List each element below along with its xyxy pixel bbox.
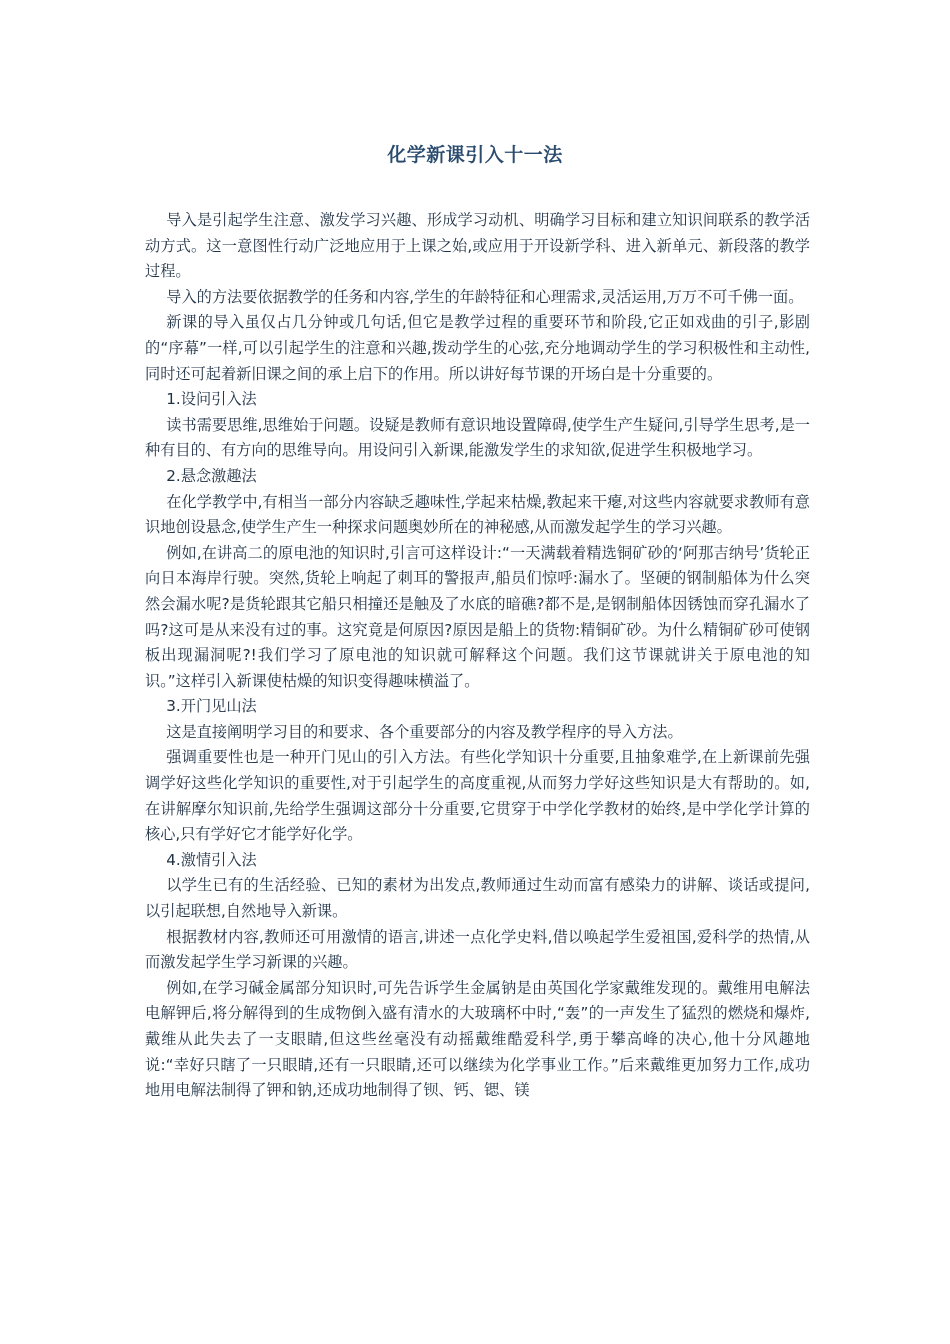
document-title: 化学新课引入十一法 bbox=[387, 144, 563, 166]
document-body bbox=[145, 208, 810, 1104]
body-paragraph: 以学生已有的生活经验、已知的素材为出发点,教师通过生动而富有感染力的讲解、谈话或提问,以引起联想,自然地导入新课。 bbox=[145, 876, 810, 921]
section-heading: 3.开门见山法 bbox=[166, 697, 257, 716]
body-paragraph: 这是直接阐明学习目的和要求、各个重要部分的内容及教学程序的导入方法。 bbox=[166, 722, 683, 741]
body-paragraph: 在化学教学中,有相当一部分内容缺乏趣味性,学起来枯燥,教起来干瘪,对这些内容就要求教师有意识地创设悬念,使学生产生一种探求问题奥妙所在的神秘感,从而激发起学生的学习兴趣。 bbox=[145, 492, 810, 537]
section-heading: 4.激情引入法 bbox=[166, 850, 257, 869]
body-paragraph: 例如,在讲高二的原电池的知识时,引言可这样设计:“一天满载着精选铜矿砂的‘阿那吉纳号’货轮正向日本海岸行驶。突然,货轮上响起了刺耳的警报声,船员们惊呼:漏水了。坚硬的钢制船体为什么突然会漏水呢?是货轮跟其它船只相撞还是触及了水底的暗礁?都不是,是钢制船体因锈蚀而穿孔漏水了吗?这可是从来没有过的事。这究竟是何原因?原因是船上的货物:精铜矿砂。为什么精铜矿砂可使钢板出现漏洞呢?!我们学习了原电池的知识就可解释这个问题。我们这节课就讲关于原电池的知识。”这样引入新课使枯燥的知识变得趣味横溢了。 bbox=[145, 543, 810, 690]
body-paragraph: 例如,在学习碱金属部分知识时,可先告诉学生金属钠是由英国化学家戴维发现的。戴维用电解法电解钾后,将分解得到的生成物倒入盛有清水的大玻璃杯中时,“轰”的一声发生了猛烈的燃烧和爆炸,戴维从此失去了一支眼睛,但这些丝毫没有动摇戴维酷爱科学,勇于攀高峰的决心,他十分风趣地说:“幸好只瞎了一只眼睛,还有一只眼睛,还可以继续为化学事业工作。”后来戴维更加努力工作,成功地用电解法制得了钾和钠,还成功地制得了钡、钙、锶、镁 bbox=[145, 978, 810, 1100]
body-paragraph: 导入的方法要依据教学的任务和内容,学生的年龄特征和心理需求,灵活运用,万万不可千佛一面。 bbox=[166, 287, 804, 306]
section-heading: 1.设问引入法 bbox=[166, 390, 257, 409]
body-paragraph: 强调重要性也是一种开门见山的引入方法。有些化学知识十分重要,且抽象难学,在上新课前先强调学好这些化学知识的重要性,对于引起学生的高度重视,从而努力学好这些知识是大有帮助的。如,在讲解摩尔知识前,先给学生强调这部分十分重要,它贯穿于中学化学教材的始终,是中学化学计算的核心,只有学好它才能学好化学。 bbox=[145, 748, 810, 844]
body-paragraph: 读书需要思维,思维始于问题。设疑是教师有意识地设置障碍,使学生产生疑问,引导学生思考,是一种有目的、有方向的思维导向。用设问引入新课,能激发学生的求知欲,促进学生积极地学习。 bbox=[145, 415, 810, 460]
section-heading: 2.悬念激趣法 bbox=[166, 466, 257, 485]
body-paragraph: 导入是引起学生注意、激发学习兴趣、形成学习动机、明确学习目标和建立知识间联系的教学活动方式。这一意图性行动广泛地应用于上课之始,或应用于开设新学科、进入新单元、新段落的教学过程。 bbox=[145, 211, 810, 281]
body-paragraph: 根据教材内容,教师还可用激情的语言,讲述一点化学史料,借以唤起学生爱祖国,爱科学的热情,从而激发起学生学习新课的兴趣。 bbox=[145, 927, 810, 972]
body-paragraph: 新课的导入虽仅占几分钟或几句话,但它是教学过程的重要环节和阶段,它正如戏曲的引子,影剧的“序幕”一样,可以引起学生的注意和兴趣,拨动学生的心弦,充分地调动学生的学习积极性和主动性,同时还可起着新旧课之间的承上启下的作用。所以讲好每节课的开场白是十分重要的。 bbox=[145, 313, 810, 383]
